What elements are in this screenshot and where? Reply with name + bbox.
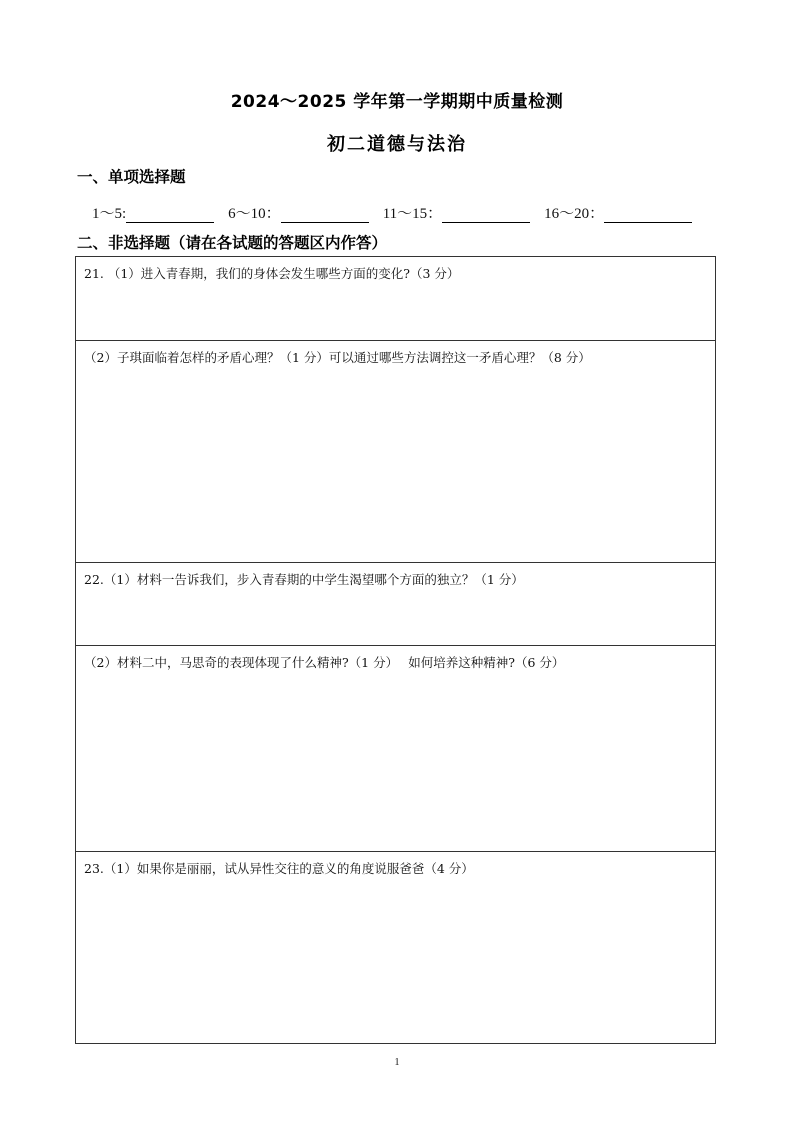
question-text: （2）材料二中，马思奇的表现体现了什么精神?（1 分） 如何培养这种精神?（6 分）: [84, 655, 565, 670]
answer-area-q22-1[interactable]: [76, 563, 715, 646]
answer-area-q21-2[interactable]: [76, 341, 715, 563]
answer-group-6-10: [228, 202, 369, 223]
range-label: 16～20：: [544, 206, 605, 222]
question-text: （2）子琪面临着怎样的矛盾心理？（1 分）可以通过哪些方法调控这一矛盾心理？（8 分）: [84, 350, 591, 365]
exam-title: 2024～2025 学年第一学期期中质量检测: [230, 92, 564, 112]
answer-blank[interactable]: [442, 208, 530, 223]
section-heading-multiple-choice: 一、单项选择题: [77, 168, 186, 186]
answer-area-q22-2[interactable]: [76, 646, 715, 852]
answer-area-q21-1[interactable]: [76, 257, 715, 341]
section-heading-non-choice: 二、非选择题（请在各试题的答题区内作答）: [77, 234, 388, 252]
question-text: 23.（1）如果你是丽丽，试从异性交往的意义的角度说服爸爸（4 分）: [84, 861, 474, 876]
range-label: 6～10：: [228, 206, 281, 222]
range-label: 1～5:: [92, 206, 127, 222]
page-number: 1: [394, 1057, 400, 1068]
answer-group-16-20: [544, 202, 692, 223]
answer-group-11-15: [383, 202, 530, 223]
choice-answer-row: [92, 202, 732, 223]
question-text: 21. （1）进入青春期，我们的身体会发生哪些方面的变化?（3 分）: [84, 266, 460, 281]
range-label: 11～15：: [382, 206, 443, 222]
answer-group-1-5: [92, 202, 214, 223]
answer-blank[interactable]: [126, 208, 214, 223]
answer-sheet-table: [75, 256, 716, 1044]
exam-subject: 初二道德与法治: [327, 134, 467, 155]
answer-area-q23-1[interactable]: [76, 852, 715, 1045]
answer-blank[interactable]: [604, 208, 692, 223]
question-text: 22.（1）材料一告诉我们，步入青春期的中学生渴望哪个方面的独立？（1 分）: [84, 572, 524, 587]
answer-blank[interactable]: [281, 208, 369, 223]
